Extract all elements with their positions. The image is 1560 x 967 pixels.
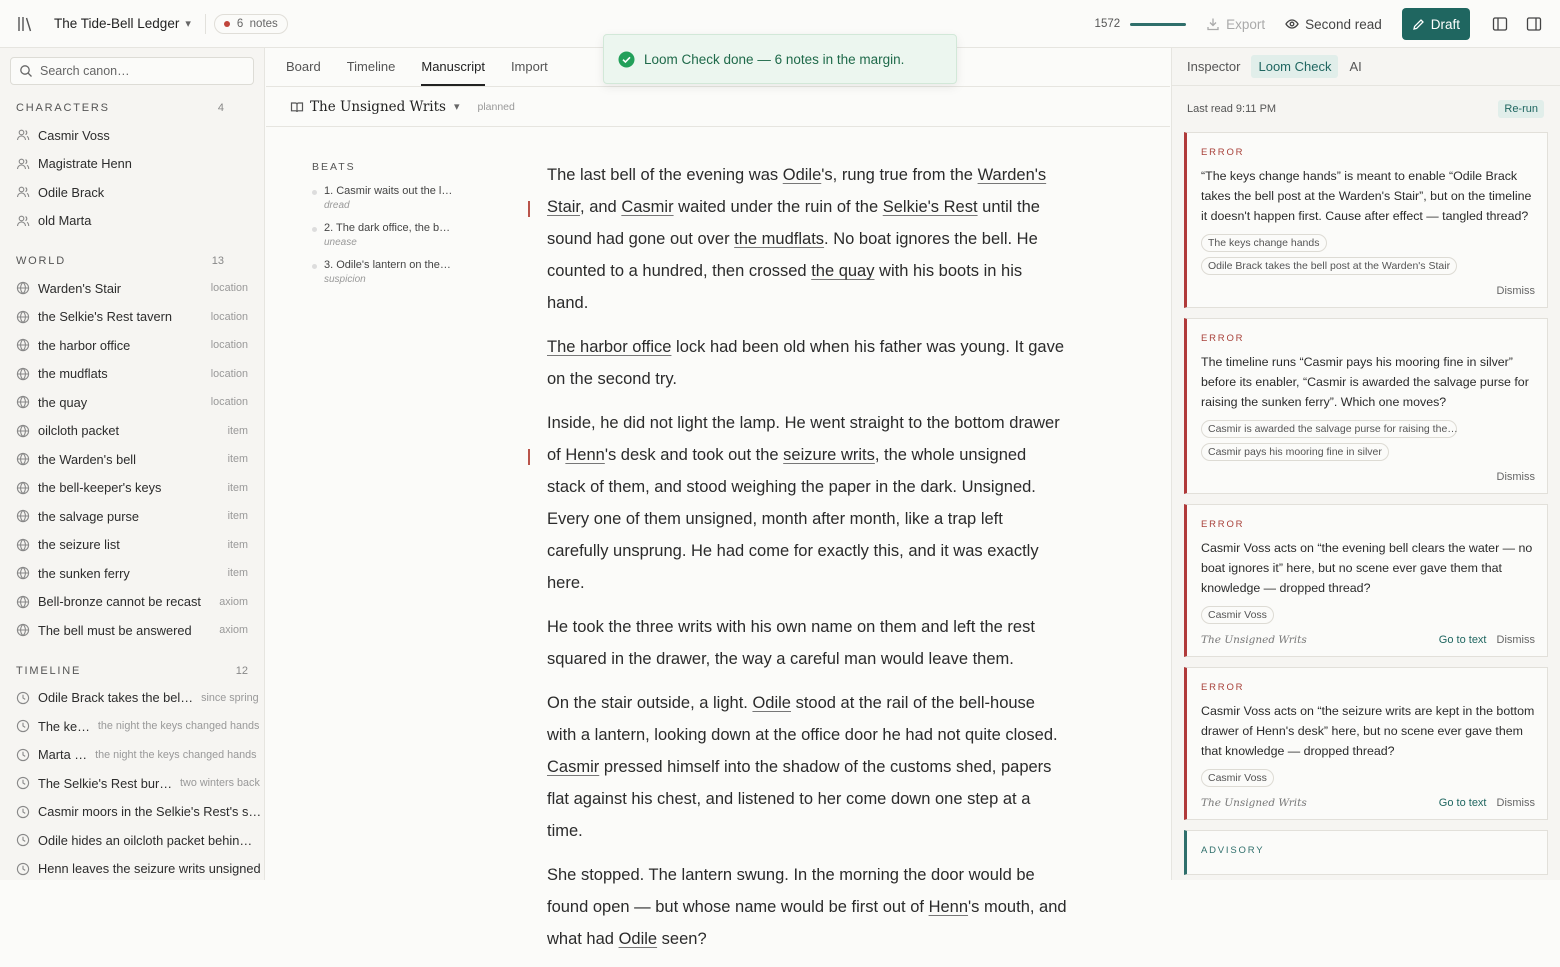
sidebar-item-event-tag: since spring	[201, 691, 259, 704]
characters-count: 4	[217, 102, 224, 114]
timeline-header[interactable]	[0, 658, 264, 684]
sidebar-item-world-tag: item	[227, 510, 248, 523]
clock-icon	[16, 833, 30, 847]
book-open-icon	[290, 100, 304, 114]
dismiss-button[interactable]: Dismiss	[1496, 634, 1535, 646]
manuscript-area	[266, 48, 1170, 948]
sidebar-item-world[interactable]	[0, 474, 264, 503]
note-type: ERROR	[1201, 519, 1245, 530]
eye-icon	[1285, 17, 1299, 31]
export-label: Export	[1226, 16, 1266, 32]
draft-label: Draft	[1430, 16, 1460, 32]
manuscript-text[interactable]	[547, 159, 1067, 967]
entity-chip[interactable]: Casmir Voss	[1201, 606, 1274, 624]
beat-item[interactable]	[312, 222, 472, 248]
person-icon	[16, 185, 30, 199]
chapter-bar	[266, 87, 1170, 127]
sidebar-item-world-tag: axiom	[219, 595, 248, 608]
sidebar-item-world-tag: location	[210, 310, 248, 323]
globe-icon	[16, 367, 30, 381]
sidebar-item-event[interactable]	[0, 712, 264, 741]
sidebar-item-event-label: Casmir moors in the Selkie's Rest's s…	[38, 804, 262, 820]
globe-icon	[16, 481, 30, 495]
note-body: “The keys change hands” is meant to enable “Odile Brack takes the bell post at the Warden's Stair”, but on the timeline it doesn't happen first. Cause after effect — tangled thread?	[1201, 169, 1532, 223]
beat-title: 1. Casmir waits out the l…	[324, 185, 453, 197]
text-run: On the stair outside, a light.	[547, 694, 753, 712]
globe-icon	[16, 595, 30, 609]
note-card	[1184, 132, 1548, 308]
sidebar-item-world[interactable]	[0, 559, 264, 588]
draft-button[interactable]	[1402, 8, 1470, 40]
sidebar-item-world[interactable]	[0, 303, 264, 332]
timeline-list	[0, 684, 264, 884]
project-title[interactable]: The Tide-Bell Ledger	[54, 16, 180, 31]
note-card	[1184, 830, 1548, 875]
status-dot-icon	[224, 21, 230, 27]
sidebar-item-world[interactable]	[0, 360, 264, 389]
left-panel-toggle-icon[interactable]	[1492, 16, 1508, 32]
globe-icon	[16, 281, 30, 295]
tab-loom-check[interactable]: Loom Check	[1251, 55, 1338, 78]
chevron-down-icon[interactable]: ▾	[185, 18, 191, 30]
sidebar-item-world-tag: location	[210, 339, 248, 352]
sidebar-item-world-label: the salvage purse	[38, 508, 140, 524]
beat-item[interactable]	[312, 185, 472, 211]
person-icon	[16, 157, 30, 171]
paragraph[interactable]: He took the three writs with his own name on them and left the rest squared in the drawer, the way a careful man would leave them.	[547, 618, 1035, 668]
tab-manuscript[interactable]: Manuscript	[421, 48, 485, 86]
globe-icon	[16, 424, 30, 438]
entity-link[interactable]: Casmir	[547, 758, 600, 776]
sidebar-item-event[interactable]	[0, 826, 264, 855]
notes-count: 6	[236, 17, 244, 30]
world-count: 13	[211, 255, 224, 267]
sidebar-item-event-tag: the night the keys changed hands	[95, 748, 257, 761]
sidebar-item-world-tag: item	[227, 481, 248, 494]
globe-icon	[16, 538, 30, 552]
globe-icon	[16, 395, 30, 409]
sidebar-item-world-tag: item	[227, 424, 248, 437]
sidebar-item-character-label: old Marta	[38, 213, 92, 229]
note-body: Casmir Voss acts on “the evening bell clears the water — no boat ignores it” here, but no scene ever gave them that knowledge — dropped thread?	[1201, 541, 1533, 595]
entity-link[interactable]: Selkie's Rest	[882, 198, 978, 216]
sidebar-item-world-label: Bell-bronze cannot be recast	[38, 594, 201, 610]
text-run: 's mouth, and what had	[547, 898, 1067, 948]
sidebar-item-event-label: The ke…	[38, 718, 90, 734]
text-run: 's desk and took out the	[604, 446, 784, 464]
tab-timeline[interactable]: Timeline	[346, 58, 396, 74]
text-run: She stopped. The lantern swung. In the morning the door would be found open — but whose name would be first out of	[547, 866, 1035, 916]
note-source: The Unsigned Writs	[1201, 634, 1307, 646]
canon-sidebar	[0, 48, 265, 880]
sidebar-item-character-label: Odile Brack	[38, 184, 105, 200]
sidebar-item-event[interactable]	[0, 741, 264, 770]
entity-link[interactable]: the quay	[811, 262, 875, 280]
globe-icon	[16, 338, 30, 352]
toast-message: Loom Check done — 6 notes in the margin.	[644, 51, 905, 67]
note-type: ERROR	[1201, 333, 1245, 344]
paragraph[interactable]	[547, 159, 1067, 319]
sidebar-item-event-tag: the night the keys changed hands	[97, 720, 260, 733]
entity-link[interactable]: Henn	[928, 898, 969, 916]
word-count: 1572	[1094, 18, 1121, 30]
clock-icon	[16, 691, 30, 705]
word-count-progress	[1130, 23, 1186, 26]
text-run: Inside, he did not light the lamp. He went straight to the bottom drawer of	[547, 414, 1060, 464]
beats-title: BEATS	[312, 161, 356, 173]
beat-title: 3. Odile's lantern on the…	[324, 259, 451, 271]
note-body: The timeline runs “Casmir pays his mooring fine in silver” before its enabler, “Casmir is awarded the salvage purse for raising the sunken ferry”. Which one moves?	[1201, 355, 1529, 409]
text-run: . No boat ignores the bell. He counted to a hundred, then crossed	[547, 230, 1038, 280]
sidebar-item-character[interactable]	[0, 207, 264, 236]
sidebar-item-world-label: the quay	[38, 394, 88, 410]
paragraph[interactable]	[547, 859, 1067, 955]
sidebar-item-world-label: the bell-keeper's keys	[38, 480, 162, 496]
sidebar-item-event[interactable]	[0, 798, 264, 827]
paragraph[interactable]	[547, 407, 1067, 599]
text-run: until the sound had gone out over	[547, 198, 1040, 248]
beats-panel	[312, 161, 472, 296]
clock-icon	[16, 776, 30, 790]
sidebar-item-world[interactable]	[0, 388, 264, 417]
chevron-down-icon[interactable]: ▾	[453, 101, 460, 113]
sidebar-item-world[interactable]	[0, 588, 264, 617]
sidebar-item-character[interactable]	[0, 150, 264, 179]
note-body: Casmir Voss acts on “the seizure writs are kept in the bottom drawer of Henn's desk” here, but no scene ever gave them that knowledge — dropped thread?	[1201, 704, 1535, 758]
timeline-title: TIMELINE	[16, 664, 82, 677]
tab-import[interactable]: Import	[510, 58, 548, 74]
sidebar-item-event-label: Marta …	[38, 747, 88, 763]
sidebar-item-event-label: The Selkie's Rest bur…	[38, 775, 173, 791]
text-run: , and	[580, 198, 622, 216]
text-run: stood at the rail of the bell-house with a lantern, looking down at the office door he had not quite closed.	[547, 694, 1058, 744]
rerun-button[interactable]: Re-run	[1498, 100, 1544, 118]
sidebar-item-world-tag: item	[227, 538, 248, 551]
pencil-icon	[1412, 18, 1425, 31]
sidebar-item-world-label: the sunken ferry	[38, 565, 130, 581]
note-type: ERROR	[1201, 147, 1245, 158]
chapter-status: planned	[477, 100, 515, 113]
text-run: seen?	[657, 930, 707, 948]
globe-icon	[16, 310, 30, 324]
clock-icon	[16, 862, 30, 876]
text-run: 's, rung true from the	[821, 166, 978, 184]
entity-link[interactable]: Casmir	[621, 198, 674, 216]
text-run: The last bell of the evening was	[547, 166, 783, 184]
text-run: waited under the ruin of the	[673, 198, 883, 216]
beat-item[interactable]	[312, 259, 472, 285]
note-source: The Unsigned Writs	[1201, 797, 1307, 809]
entity-link[interactable]: Warden's Stair	[547, 166, 1047, 216]
last-read-time: Last read 9:11 PM	[1187, 103, 1277, 115]
globe-icon	[16, 623, 30, 637]
sidebar-item-event-label: Odile hides an oilcloth packet behin…	[38, 832, 253, 848]
sidebar-item-character-label: Magistrate Henn	[38, 156, 132, 172]
sidebar-item-event-label: Henn leaves the seizure writs unsigned	[38, 861, 261, 877]
sidebar-item-world[interactable]	[0, 531, 264, 560]
sidebar-item-world[interactable]	[0, 417, 264, 446]
sidebar-item-event-label: Odile Brack takes the bel…	[38, 690, 194, 706]
entity-link[interactable]: Henn	[565, 446, 605, 464]
sidebar-item-world-tag: location	[210, 367, 248, 380]
paragraph[interactable]	[547, 331, 1067, 395]
sidebar-item-world-label: Warden's Stair	[38, 280, 122, 296]
sidebar-item-character[interactable]	[0, 178, 264, 207]
entity-link[interactable]: the mudflats	[734, 230, 825, 248]
world-header[interactable]	[0, 248, 264, 274]
beat-title: 2. The dark office, the b…	[324, 222, 451, 234]
check-circle-icon	[618, 51, 635, 68]
timeline-count: 12	[235, 664, 248, 677]
text-run: lock had been old when his father was young. It gave on the second try.	[547, 338, 1065, 388]
go-to-text-button[interactable]: Go to text	[1438, 797, 1487, 809]
note-card	[1184, 667, 1548, 820]
dismiss-button[interactable]: Dismiss	[1496, 797, 1535, 809]
world-title: WORLD	[16, 255, 66, 267]
right-panel-toggle-icon[interactable]	[1526, 16, 1542, 32]
notes-badge[interactable]	[214, 14, 288, 34]
text-run: pressed himself into the shadow of the customs shed, papers flat against his chest, and listened to her come down one step at a time.	[547, 758, 1052, 840]
library-icon[interactable]	[16, 14, 36, 34]
person-icon	[16, 128, 30, 142]
sidebar-item-event[interactable]	[0, 684, 264, 713]
globe-icon	[16, 566, 30, 580]
sidebar-item-world-tag: location	[210, 282, 248, 295]
sidebar-item-world[interactable]	[0, 331, 264, 360]
last-read-row	[1172, 86, 1560, 132]
sidebar-item-world-tag: item	[227, 567, 248, 580]
entity-link[interactable]: Odile	[752, 694, 791, 712]
sidebar-item-world[interactable]	[0, 274, 264, 303]
characters-header[interactable]	[0, 95, 264, 121]
entity-chip[interactable]: Casmir is awarded the salvage purse for raising the…	[1201, 420, 1457, 438]
sidebar-item-world-tag: item	[227, 453, 248, 466]
clock-icon	[16, 748, 30, 762]
sidebar-item-world[interactable]	[0, 445, 264, 474]
beat-mood: dread	[324, 200, 350, 211]
entity-link[interactable]: seizure writs	[783, 446, 875, 464]
text-run: , the whole unsigned stack of them, and stood weighing the paper in the dark. Unsigned. Every one of them unsigned, month after month, like a trap left carefully unsprung. He had come for exactly this, and it was exactly here.	[547, 446, 1039, 592]
sidebar-item-event[interactable]	[0, 769, 264, 798]
world-list	[0, 274, 264, 645]
globe-icon	[16, 452, 30, 466]
person-icon	[16, 214, 30, 228]
entity-chip[interactable]: Casmir pays his mooring fine in silver	[1201, 443, 1389, 461]
paragraph[interactable]	[547, 687, 1067, 847]
beat-mood: suspicion	[324, 274, 366, 285]
search-box[interactable]	[10, 57, 254, 85]
tab-board[interactable]: Board	[286, 58, 321, 74]
search-input[interactable]	[40, 64, 240, 78]
tab-ai[interactable]: AI	[1349, 59, 1362, 74]
sidebar-item-event-tag: two winters back	[180, 777, 260, 790]
globe-icon	[16, 509, 30, 523]
sidebar-item-world-tag: axiom	[219, 624, 248, 637]
text-run: with his boots in his hand.	[547, 262, 1023, 312]
sidebar-item-world[interactable]	[0, 502, 264, 531]
sidebar-item-world-label: the Selkie's Rest tavern	[38, 309, 173, 325]
right-panel-tabs	[1172, 48, 1560, 86]
note-card	[1184, 318, 1548, 494]
tab-inspector[interactable]: Inspector	[1187, 59, 1241, 74]
notes-label: notes	[249, 17, 278, 30]
sidebar-item-world-label: oilcloth packet	[38, 423, 120, 439]
sidebar-item-world-label: the seizure list	[38, 537, 120, 553]
go-to-text-button[interactable]: Go to text	[1438, 634, 1487, 646]
entity-link[interactable]: Odile	[618, 930, 658, 948]
sidebar-item-world-tag: location	[210, 396, 248, 409]
second-read-label: Second read	[1305, 16, 1382, 32]
characters-list	[0, 121, 264, 235]
search-icon	[19, 64, 33, 78]
chapter-title[interactable]: The Unsigned Writs	[310, 98, 446, 115]
clock-icon	[16, 805, 30, 819]
right-panel	[1171, 48, 1560, 880]
sidebar-item-world-label: The bell must be answered	[38, 622, 192, 638]
entity-link[interactable]: Odile	[782, 166, 822, 184]
sidebar-item-character[interactable]	[0, 121, 264, 150]
download-icon	[1206, 17, 1220, 31]
sidebar-item-world[interactable]	[0, 616, 264, 645]
second-read-button[interactable]	[1285, 17, 1382, 32]
note-card	[1184, 504, 1548, 657]
dismiss-button[interactable]: Dismiss	[1496, 471, 1535, 483]
sidebar-item-world-label: the harbor office	[38, 337, 131, 353]
export-button[interactable]	[1206, 17, 1265, 32]
characters-title: CHARACTERS	[16, 102, 110, 114]
sidebar-item-world-label: the Warden's bell	[38, 451, 136, 467]
entity-chip[interactable]: Casmir Voss	[1201, 769, 1274, 787]
dismiss-button[interactable]: Dismiss	[1496, 285, 1535, 297]
beat-mood: unease	[324, 237, 357, 248]
toast-notification[interactable]	[603, 34, 957, 84]
clock-icon	[16, 719, 30, 733]
entity-chip[interactable]: The keys change hands	[1201, 234, 1327, 252]
note-type: ERROR	[1201, 682, 1245, 693]
note-type: ADVISORY	[1201, 845, 1265, 856]
sidebar-item-character-label: Casmir Voss	[38, 127, 110, 143]
sidebar-item-world-label: the mudflats	[38, 366, 108, 382]
entity-chip[interactable]: Odile Brack takes the bell post at the Warden's Stair	[1201, 257, 1457, 275]
entity-link[interactable]: The harbor office	[547, 338, 672, 356]
sidebar-item-event[interactable]	[0, 855, 264, 884]
divider	[205, 14, 206, 34]
